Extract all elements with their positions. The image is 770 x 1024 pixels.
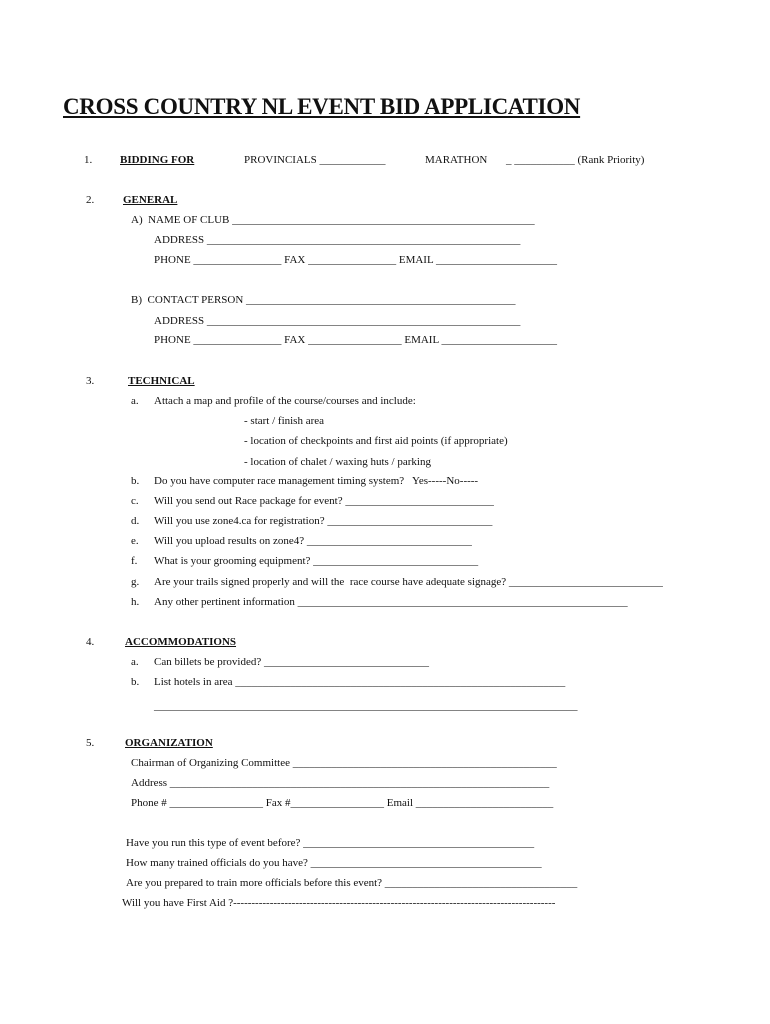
organization-address-field[interactable]: Address _____________________________________________________________________ (131, 777, 550, 789)
section-4-number: 4. (86, 636, 95, 648)
hotels-field-continued[interactable]: _____________________________________________________________________________ (154, 700, 578, 712)
club-address-field[interactable]: ADDRESS _________________________________________________________ (154, 234, 521, 246)
club-contact-fields[interactable]: PHONE ________________ FAX ________________ EMAIL ______________________ (154, 254, 558, 266)
timing-system-question[interactable]: Do you have computer race management timing system? Yes-----No----- (154, 475, 479, 487)
page-title: CROSS COUNTRY NL EVENT BID APPLICATION (63, 94, 581, 119)
grooming-equipment-question[interactable]: What is your grooming equipment? ______________________________ (154, 555, 479, 567)
provincials-field[interactable]: PROVINCIALS ____________ (244, 154, 386, 166)
event-experience-question[interactable]: Have you run this type of event before? __________________________________________ (126, 837, 535, 849)
bidding-for-heading: BIDDING FOR (120, 154, 195, 166)
pertinent-info-question[interactable]: Any other pertinent information ____________________________________________________________ (154, 596, 628, 608)
accommodations-heading: ACCOMMODATIONS (125, 636, 237, 648)
trail-signage-question[interactable]: Are your trails signed properly and will the race course have adequate signage? ____________________________ (154, 576, 663, 588)
item-letter: a. (131, 395, 139, 407)
item-letter: g. (131, 576, 140, 588)
contact-address-field[interactable]: ADDRESS _________________________________________________________ (154, 315, 521, 327)
chalet-item: - location of chalet / waxing huts / parking (244, 456, 431, 468)
race-package-question[interactable]: Will you send out Race package for event? ___________________________ (154, 495, 494, 507)
start-finish-item: - start / finish area (244, 415, 325, 427)
section-1-number: 1. (84, 154, 93, 166)
section-3-number: 3. (86, 375, 95, 387)
trained-officials-question[interactable]: How many trained officials do you have? __________________________________________ (126, 857, 542, 869)
chairman-field[interactable]: Chairman of Organizing Committee ________________________________________________ (131, 757, 557, 769)
item-letter: f. (131, 555, 138, 567)
zone4-results-question[interactable]: Will you upload results on zone4? ______________________________ (154, 535, 472, 547)
checkpoints-item: - location of checkpoints and first aid points (if appropriate) (244, 435, 508, 447)
general-heading: GENERAL (123, 194, 178, 206)
first-aid-question[interactable]: Will you have First Aid ?---------------------------------------------------------------------------------------- (122, 897, 556, 909)
section-5-number: 5. (86, 737, 95, 749)
marathon-label: MARATHON (425, 154, 488, 166)
billets-question[interactable]: Can billets be provided? ______________________________ (154, 656, 429, 668)
organization-heading: ORGANIZATION (125, 737, 213, 749)
item-letter: b. (131, 475, 140, 487)
organization-contact-fields[interactable]: Phone # _________________ Fax #_________________ Email _________________________ (131, 797, 554, 809)
zone4-registration-question[interactable]: Will you use zone4.ca for registration? ______________________________ (154, 515, 493, 527)
hotels-field[interactable]: List hotels in area ____________________________________________________________ (154, 676, 566, 688)
item-letter: h. (131, 596, 140, 608)
train-officials-question[interactable]: Are you prepared to train more officials before this event? ___________________________________ (126, 877, 578, 889)
item-letter: c. (131, 495, 139, 507)
item-letter: a. (131, 656, 139, 668)
map-profile-instruction: Attach a map and profile of the course/courses and include: (154, 395, 416, 407)
section-2-number: 2. (86, 194, 95, 206)
club-name-field[interactable]: A) NAME OF CLUB _______________________________________________________ (131, 214, 535, 226)
item-letter: e. (131, 535, 139, 547)
contact-phone-fields[interactable]: PHONE ________________ FAX _________________ EMAIL _____________________ (154, 334, 558, 346)
item-letter: d. (131, 515, 140, 527)
rank-priority-field[interactable]: _ ___________ (Rank Priority) (506, 154, 645, 166)
technical-heading: TECHNICAL (128, 375, 195, 387)
item-letter: b. (131, 676, 140, 688)
contact-person-field[interactable]: B) CONTACT PERSON _________________________________________________ (131, 294, 516, 306)
